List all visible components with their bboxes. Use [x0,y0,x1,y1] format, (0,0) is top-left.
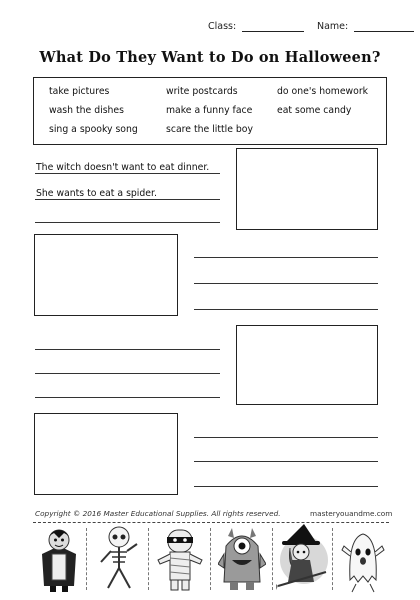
word-bank-item: wash the dishes [49,105,124,116]
answer-line [35,397,220,398]
site-url: masteryouandme.com [310,509,393,518]
picture-box [34,413,178,495]
answer-line [35,199,220,200]
picture-box [236,325,378,405]
picture-box [236,148,378,230]
answer-line [194,437,378,438]
ghost-icon [338,524,388,594]
cut-line [148,528,149,590]
class-blank [242,21,304,32]
monster-icon [218,524,266,594]
class-field [208,21,304,32]
name-label: Name: [317,21,349,32]
name-field [317,21,414,32]
answer-line [194,257,378,258]
word-bank-item: sing a spooky song [49,124,138,135]
example-sentence-1: The witch doesn't want to eat dinner. [36,162,210,173]
mummy-icon [156,524,204,594]
character-strip [30,524,392,596]
name-blank [354,21,414,32]
answer-line [35,373,220,374]
picture-box [34,234,178,316]
vampire-icon [36,524,82,594]
cut-line [86,528,87,590]
word-bank-item: scare the little boy [166,124,253,135]
answer-line [35,349,220,350]
word-bank-item: eat some candy [277,105,352,116]
answer-line [194,309,378,310]
answer-line [194,461,378,462]
word-bank-item: write postcards [166,86,238,97]
cut-line [332,528,333,590]
cut-line [33,522,389,523]
cut-line [272,528,273,590]
class-label: Class: [208,21,237,32]
answer-line [194,283,378,284]
word-bank-item: do one's homework [277,86,369,97]
cut-line [210,528,211,590]
example-sentence-2: She wants to eat a spider. [36,188,157,199]
word-bank-item: make a funny face [166,105,253,116]
answer-line [35,222,220,223]
word-bank-item: take pictures [49,86,110,97]
copyright-text: Copyright © 2016 Master Educational Supplies. All rights reserved. [35,509,281,518]
answer-line [35,173,220,174]
skeleton-icon [96,524,142,594]
answer-line [194,486,378,487]
word-bank [33,77,387,145]
page-title: What Do They Want to Do on Halloween? [39,49,381,66]
witch-icon [276,524,330,594]
